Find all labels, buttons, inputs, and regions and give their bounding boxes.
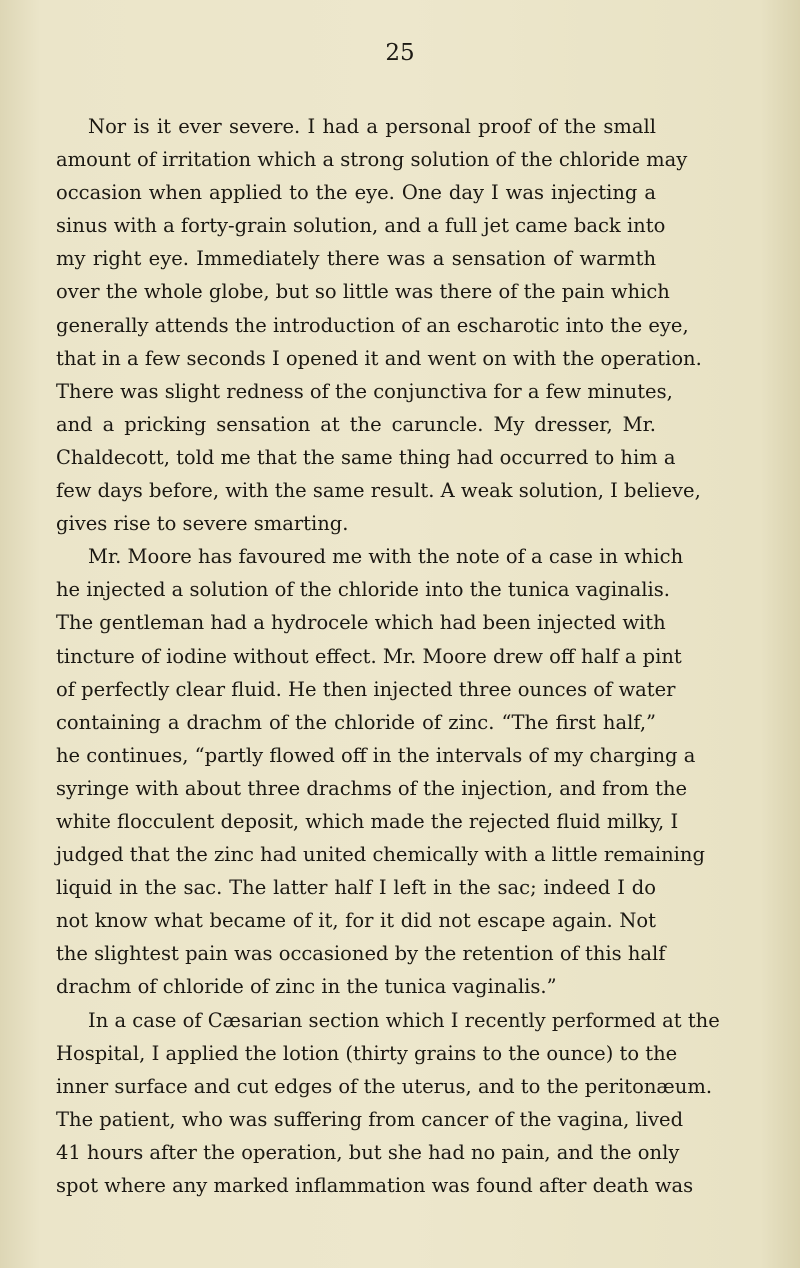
text-line: spot where any marked inflammation was found after death was <box>56 1174 694 1197</box>
text-line: amount of irritation which a strong solution of the chloride may <box>56 148 688 172</box>
text-line: of perfectly clear fluid. He then injected three ounces of water <box>56 677 676 701</box>
text-line: syringe with about three drachms of the injection, and from the <box>56 776 688 800</box>
text-line: he injected a solution of the chloride into the tunica vaginalis. <box>56 578 670 602</box>
text-line: sinus with a forty-grain solution, and a full jet came back into <box>56 214 666 238</box>
text-line: not know what became of it, for it did not escape again. Not <box>56 909 656 933</box>
text-line: Hospital, I applied the lotion (thirty grains to the ounce) to the <box>56 1041 678 1065</box>
text-line: inner surface and cut edges of the uterus, and to the peritonæum. <box>56 1074 713 1098</box>
text-line: that in a few seconds I opened it and went on with the operation. <box>56 346 702 370</box>
text-line: over the whole globe, but so little was there of the pain which <box>56 280 670 304</box>
text-line: Mr. Moore has favoured me with the note of a case in which <box>88 545 684 569</box>
text-line: the slightest pain was occasioned by the retention of this half <box>56 942 666 966</box>
text-line: generally attends the introduction of an escharotic into the eye, <box>56 313 689 337</box>
text-line: gives rise to severe smarting. <box>56 512 349 536</box>
text-line: occasion when applied to the eye. One day I was injecting a <box>56 181 656 205</box>
text-line: drachm of chloride of zinc in the tunica vaginalis.” <box>56 975 557 999</box>
text-line: judged that the zinc had united chemically with a little remaining <box>56 843 705 867</box>
text-line: tincture of iodine without effect. Mr. Moore drew off half a pint <box>56 644 682 668</box>
text-line: The gentleman had a hydrocele which had been injected with <box>56 611 666 635</box>
text-line: 41 hours after the operation, but she had no pain, and the only <box>56 1140 680 1164</box>
body-text <box>56 110 720 1202</box>
page-number: 25 <box>385 40 415 66</box>
text-line: Nor is it ever severe. I had a personal proof of the small <box>88 115 656 138</box>
text-line: few days before, with the same result. A weak solution, I believe, <box>56 479 701 503</box>
text-line: he continues, “partly flowed off in the intervals of my charging a <box>56 743 696 767</box>
text-line: white flocculent deposit, which made the rejected fluid milky, I <box>56 809 679 833</box>
text-line: liquid in the sac. The latter half I left in the sac; indeed I do <box>56 876 656 900</box>
text-line: There was slight redness of the conjunctiva for a few minutes, <box>56 379 673 403</box>
text-line: In a case of Cæsarian section which I recently performed at the <box>88 1008 720 1032</box>
text-line: my right eye. Immediately there was a sensation of warmth <box>56 247 656 271</box>
text-line: containing a drachm of the chloride of zinc. “The first half,” <box>56 710 656 734</box>
text-line: The patient, who was suffering from cancer of the vagina, lived <box>56 1107 684 1131</box>
text-line: and a pricking sensation at the caruncle. My dresser, Mr. <box>56 412 656 436</box>
text-line: Chaldecott, told me that the same thing had occurred to him a <box>56 445 676 469</box>
